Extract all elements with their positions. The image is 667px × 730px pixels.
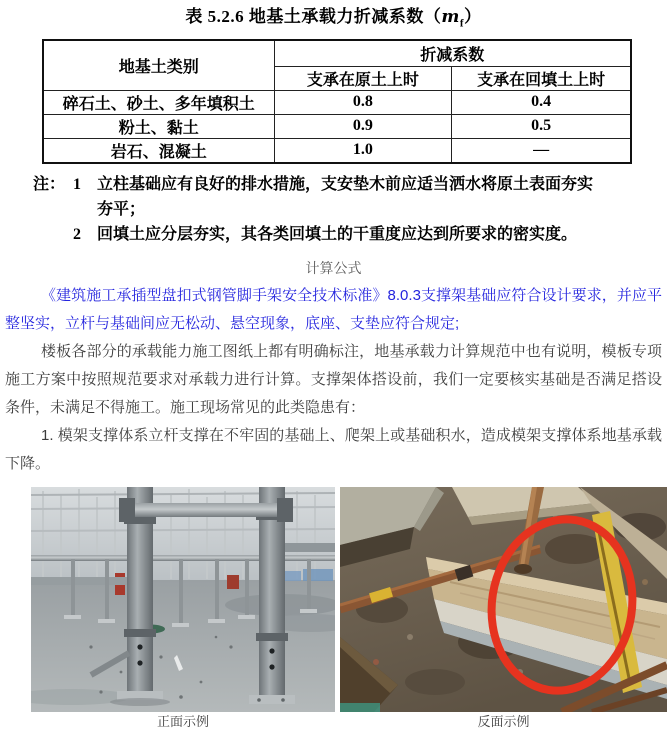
note-prefix: 注： (33, 175, 66, 193)
note-1 (33, 172, 633, 222)
body-paragraphs (2, 282, 665, 478)
pole-on-loose-ground-photo (340, 487, 667, 712)
table-row (43, 138, 631, 163)
standard-quote-paragraph: 《建筑施工承插型盘扣式钢管脚手架安全技术标准》8.0.3支撑架基础应符合设计要求，并应平整坚实，立杆与基础间应无松动、悬空现象，底座、支垫应符合规定; (5, 286, 662, 332)
reduction-coefficient-table (42, 39, 632, 164)
negative-example-caption: 反面示例 (477, 713, 530, 729)
note-1-text (97, 172, 633, 222)
table-row (43, 114, 631, 138)
cell-category: 岩石、混凝土 (43, 138, 274, 163)
table-row (43, 90, 631, 114)
formula-caption: 计算公式 (305, 259, 362, 276)
cell-backfill-value: — (452, 138, 631, 163)
header-cell-coefficient: 折减系数 (274, 40, 631, 66)
scaffold-on-concrete-photo (31, 487, 335, 712)
cell-category: 碎石土、砂土、多年填积土 (43, 90, 274, 114)
table-title-text: 表 5.2.6 地基土承载力折减系数 (185, 7, 424, 26)
table-title-paren-close: ） (464, 7, 482, 26)
table-title-subscript: f (459, 17, 465, 30)
note-1-line-2: 夯平； (97, 200, 146, 218)
cell-original-value: 1.0 (274, 138, 452, 163)
note-1-number: 1 (73, 175, 81, 193)
table-notes (33, 172, 633, 247)
note-2-number: 2 (73, 225, 81, 243)
positive-example-figure (31, 487, 335, 730)
positive-example-caption: 正面示例 (156, 713, 209, 729)
note-1-line-1: 立柱基础应有良好的排水措施，支安垫木前应适当洒水将原土表面夯实 (97, 175, 594, 193)
cell-original-value: 0.9 (274, 114, 452, 138)
negative-example-figure (340, 487, 667, 730)
table-header-row-1 (43, 40, 631, 66)
example-photos (2, 487, 665, 730)
cell-backfill-value: 0.5 (452, 114, 631, 138)
cell-backfill-value: 0.4 (452, 90, 631, 114)
cell-original-value: 0.8 (274, 90, 452, 114)
hazard-item-1: 1. 模架支撑体系立杆支撑在不牢固的基础上、爬架上或基础积水，造成模架支撑体系地基承载下降。 (5, 426, 662, 472)
note-2 (33, 222, 633, 247)
note-2-text (97, 222, 633, 247)
table-title-symbol: m (441, 7, 460, 27)
note-2-line-1: 回填土应分层夯实，其各类回填土的干重度应达到所要求的密实度。 (97, 225, 578, 243)
table-title-paren-open: （ (423, 7, 442, 26)
cell-category: 粉土、黏土 (43, 114, 274, 138)
header-cell-category: 地基土类别 (43, 40, 274, 90)
subheader-original-soil: 支承在原土上时 (274, 66, 452, 90)
table-title (2, 7, 665, 33)
explanation-paragraph: 楼板各部分的承载能力施工图纸上都有明确标注，地基承载力计算规范中也有说明，模板专项施工方案中按照规范要求对承载力进行计算。支撑架体搭设前，我们一定要核实基础是否满足搭设条件，未满足不得施工。施工现场常见的此类隐患有： (5, 342, 662, 416)
subheader-backfill-soil: 支承在回填土上时 (452, 66, 631, 90)
